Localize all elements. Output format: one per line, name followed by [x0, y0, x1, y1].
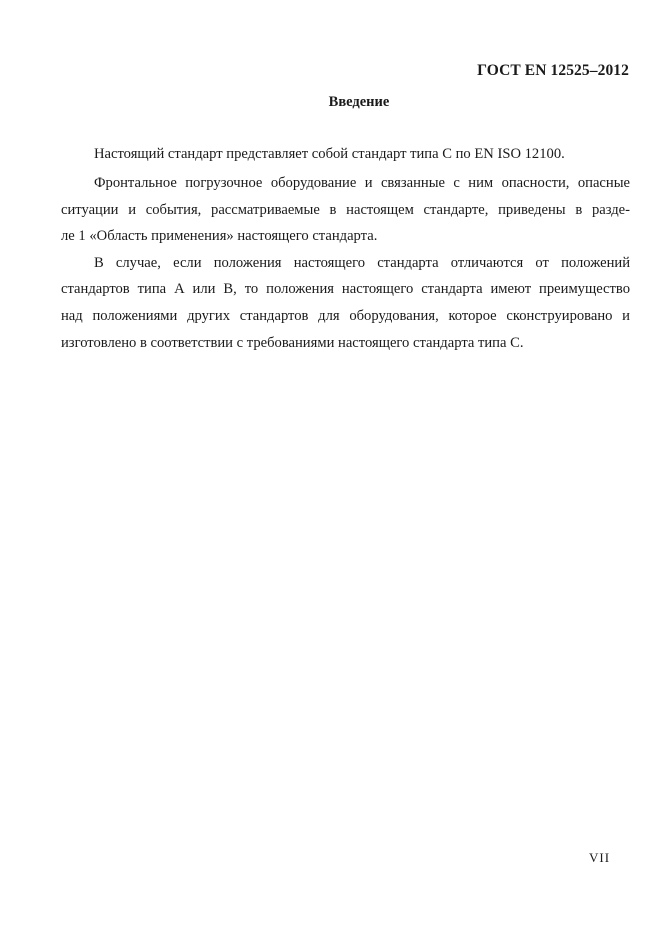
paragraph-3-line-4: изготовлено в соответствии с требованиями настоящего стандарта типа С.	[61, 335, 524, 351]
paragraph-1-line-1: Настоящий стандарт представляет собой стандарт типа С по EN ISO 12100.	[94, 146, 565, 162]
page-number: VII	[589, 850, 611, 865]
paragraph-3-line-1: В случае, если положения настоящего стандарта отличаются от положений	[94, 255, 630, 271]
section-title: Введение	[328, 94, 390, 110]
paragraph-2-line-1: Фронтальное погрузочное оборудование и связанные с ним опасности, опасные	[94, 175, 630, 191]
paragraph-3-line-3: над положениями других стандартов для оборудования, которое сконструировано и	[61, 308, 630, 324]
paragraph-2-line-3: ле 1 «Область применения» настоящего стандарта.	[61, 228, 378, 244]
paragraph-3-line-2: стандартов типа А или В, то положения настоящего стандарта имеют преимущество	[61, 281, 630, 297]
paragraph-2-line-2: ситуации и события, рассматриваемые в настоящем стандарте, приведены в разде-	[61, 202, 630, 218]
document-code: ГОСТ EN 12525–2012	[477, 62, 629, 79]
